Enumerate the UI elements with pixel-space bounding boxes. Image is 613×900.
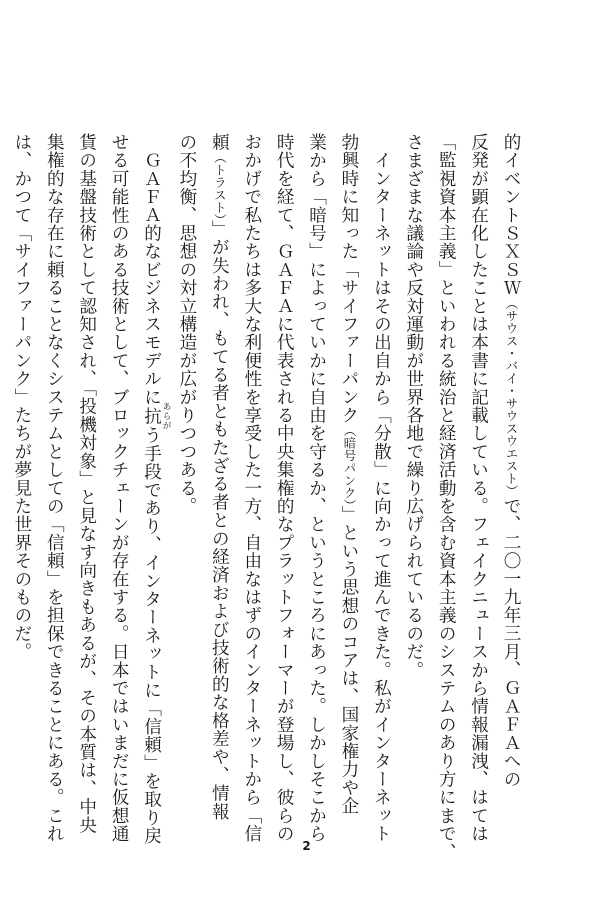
text-column [103,133,135,843]
page-number: 2 [302,839,311,853]
text-column [365,133,397,843]
text-run: 」が失われ、もてる者ともたざる者との経済および技術的な格差や、情報 [209,219,230,821]
text-column [430,133,462,861]
text-column [38,133,70,843]
text-run: さまざまな議論や反対運動が世界各地で繰り広げられているのだ。 [403,133,424,679]
text-run: は、かつて「サイファーパンク」たちが夢見た世界そのものだ。 [11,133,32,661]
text-run: 集権的な存在に頼ることなくシステムとしての「信頼」を担保できることにある。これ [44,133,65,843]
text-run: 業から「暗号」によっていかに自由を守るか、というところにあった。しかしそこから [306,133,327,843]
parenthetical-gloss: （暗号パンク） [341,424,357,506]
text-column [70,133,102,834]
text-column [268,133,300,843]
text-run: 勃興時に知った「サイファーパンク [338,133,359,425]
text-column [171,133,203,788]
text-run: おかげで私たちは多大な利便性を享受した一方、自由なはずのインターネットから「信 [241,133,262,843]
ruby-base: 抗 [141,402,162,431]
text-run: 貨の基盤技術として認知され、「投機対象」と見なす向きもあるが、その本質は、中央 [76,133,97,834]
text-column [333,133,365,815]
text-run: 頼 [209,133,230,152]
text-column [135,133,171,845]
parenthetical-gloss: （トラスト） [212,151,228,220]
text-column [235,133,267,843]
text-run: 的イベントＳＸＳＷ [501,133,521,297]
ruby-annotation [141,402,171,431]
text-run: 「監視資本主義」といわれる統治と経済活動を含む資本主義のシステムのあり方にまで、 [436,133,457,861]
text-run: せる可能性のある技術として、ブロックチェーンが存在する。日本ではいまだに仮想通 [109,133,130,843]
text-column [300,133,332,843]
vertical-body-text [6,133,528,861]
text-run: インターネットはその出自から「分散」に向かって進んできた。私がインターネット [371,133,392,843]
text-column [397,133,429,788]
parenthetical-gloss: （サウス・バイ・サウスウエスト） [504,296,519,497]
text-column [462,133,494,843]
text-run: ＧＡＦＡ的なビジネスモデルに [141,133,162,406]
text-run: 反発が顕在化したことは本書に記載している。フェイクニュースから情報漏洩、はては [468,133,489,843]
text-run: 」という思想のコアは、国家権力や企 [338,505,359,815]
text-column [495,133,527,788]
text-run: う手段であり、インターネットに「信頼」を取り戻 [141,426,162,845]
text-column [6,133,38,788]
text-run: の不均衡、思想の対立構造が広がりつつある。 [176,133,197,516]
ruby-reading: あらが [160,402,171,431]
text-run: で、二〇一九年三月、ＧＡＦＡへの [501,496,521,789]
text-column [203,133,235,821]
text-run: 時代を経て、ＧＡＦＡに代表される中央集権的なプラットフォーマーが登場し、彼らの [274,133,295,843]
